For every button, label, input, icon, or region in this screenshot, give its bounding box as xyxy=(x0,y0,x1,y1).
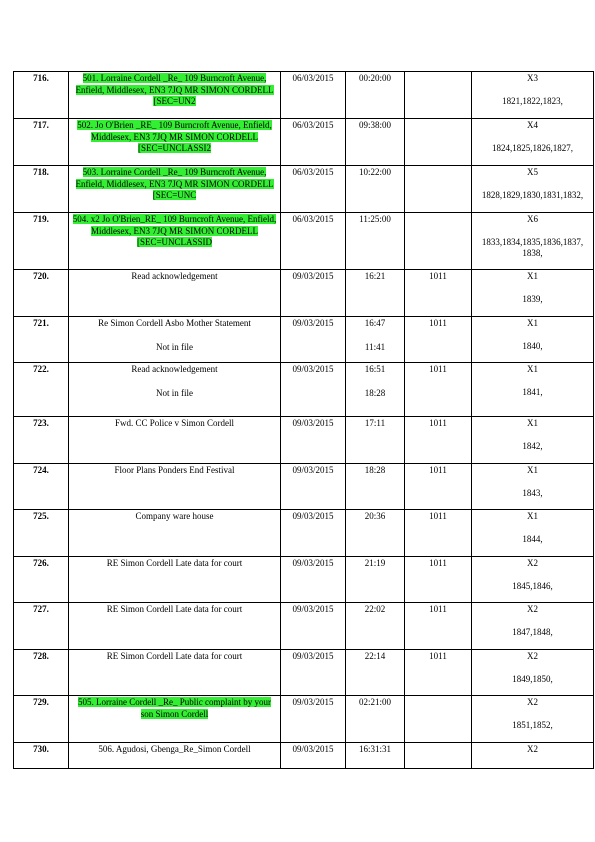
reference-count: X3 xyxy=(527,73,538,83)
date-cell xyxy=(281,603,346,650)
reference-list: 1851,1852, xyxy=(512,719,553,730)
table-row xyxy=(14,603,594,650)
description-text: RE Simon Cordell Late data for court xyxy=(106,604,243,614)
table-row xyxy=(14,557,594,603)
reference-count: X2 xyxy=(527,651,538,661)
reference-cell xyxy=(472,166,594,213)
reference-count: X6 xyxy=(527,214,538,224)
description-cell xyxy=(69,72,281,119)
description-cell xyxy=(69,557,281,603)
date-cell xyxy=(281,270,346,317)
description-text: Read acknowledgement xyxy=(131,271,218,281)
time-text: 20:36 xyxy=(364,511,386,521)
reference-count: X1 xyxy=(527,465,538,475)
code-cell xyxy=(405,510,472,557)
reference-cell xyxy=(472,743,594,769)
row-number: 719. xyxy=(33,214,49,224)
row-number: 721. xyxy=(33,318,49,328)
table-row xyxy=(14,743,594,769)
code-text: 1011 xyxy=(429,558,447,568)
time-cell xyxy=(346,743,405,769)
table-row xyxy=(14,650,594,696)
description-text: Floor Plans Ponders End Festival xyxy=(114,465,235,475)
code-cell xyxy=(405,464,472,510)
time-cell xyxy=(346,650,405,696)
reference-count: X1 xyxy=(527,418,538,428)
row-number: 720. xyxy=(33,271,49,281)
description-note: Not in file xyxy=(156,387,193,398)
table-body xyxy=(14,72,594,769)
code-cell xyxy=(405,213,472,270)
description-text: 501. Lorraine Cordell _Re_ 109 Burncroft Avenue, Enfield, Middlesex, EN3 7JQ MR SIMON CORDELL [SEC=UN2 xyxy=(75,73,274,106)
date-cell xyxy=(281,650,346,696)
reference-list: 1842, xyxy=(522,440,543,451)
code-text: 1011 xyxy=(429,364,447,374)
time-cell xyxy=(346,557,405,603)
time-text: 00:20:00 xyxy=(358,73,391,83)
reference-cell xyxy=(472,417,594,464)
row-number-cell xyxy=(14,317,69,363)
row-number: 728. xyxy=(33,651,49,661)
reference-cell xyxy=(472,213,594,270)
row-number-cell xyxy=(14,603,69,650)
time-cell xyxy=(346,213,405,270)
table-row xyxy=(14,696,594,743)
description-cell xyxy=(69,119,281,166)
description-cell xyxy=(69,270,281,317)
code-cell xyxy=(405,650,472,696)
code-text: 1011 xyxy=(429,271,447,281)
time-cell xyxy=(346,464,405,510)
row-number: 722. xyxy=(33,364,49,374)
table-row xyxy=(14,72,594,119)
time-secondary: 18:28 xyxy=(364,387,386,398)
row-number: 716. xyxy=(33,73,49,83)
time-cell xyxy=(346,166,405,213)
time-cell xyxy=(346,270,405,317)
reference-count: X1 xyxy=(527,511,538,521)
code-cell xyxy=(405,696,472,743)
code-cell xyxy=(405,317,472,363)
date-text: 09/03/2015 xyxy=(292,651,334,661)
reference-list: 1828,1829,1830,1831,1832, xyxy=(481,189,584,200)
time-cell xyxy=(346,510,405,557)
date-cell xyxy=(281,557,346,603)
time-text: 11:25:00 xyxy=(359,214,391,224)
time-cell xyxy=(346,317,405,363)
table-row xyxy=(14,119,594,166)
description-text: 503. Lorraine Cordell _Re_ 109 Burncroft Avenue, Enfield, Middlesex, EN3 7JQ MR SIMON CORDELL [SEC=UNC xyxy=(75,167,274,200)
row-number: 724. xyxy=(33,465,49,475)
code-cell xyxy=(405,417,472,464)
date-text: 09/03/2015 xyxy=(292,271,334,281)
time-cell xyxy=(346,119,405,166)
code-text: 1011 xyxy=(429,604,447,614)
date-cell xyxy=(281,72,346,119)
code-text: 1011 xyxy=(429,465,447,475)
reference-cell xyxy=(472,119,594,166)
reference-list: 1847,1848, xyxy=(512,626,553,637)
row-number-cell xyxy=(14,270,69,317)
table-row xyxy=(14,510,594,557)
table-row xyxy=(14,270,594,317)
reference-list: 1845,1846, xyxy=(512,580,553,591)
reference-list: 1840, xyxy=(522,340,543,351)
row-number-cell xyxy=(14,650,69,696)
description-cell xyxy=(69,464,281,510)
code-cell xyxy=(405,603,472,650)
description-cell xyxy=(69,363,281,417)
description-text: RE Simon Cordell Late data for court xyxy=(106,651,243,661)
description-note: Not in file xyxy=(156,341,193,352)
reference-cell xyxy=(472,603,594,650)
reference-cell xyxy=(472,510,594,557)
date-cell xyxy=(281,743,346,769)
reference-cell xyxy=(472,270,594,317)
reference-count: X1 xyxy=(527,271,538,281)
time-text: 16:31:31 xyxy=(358,744,391,754)
reference-list: 1821,1822,1823, xyxy=(502,95,563,106)
row-number-cell xyxy=(14,743,69,769)
date-text: 09/03/2015 xyxy=(292,744,334,754)
table-row xyxy=(14,417,594,464)
table-row xyxy=(14,317,594,363)
table-row xyxy=(14,213,594,270)
date-cell xyxy=(281,166,346,213)
description-cell xyxy=(69,213,281,270)
time-cell xyxy=(346,363,405,417)
description-text: 504. x2 Jo O'Brien_RE_ 109 Burncroft Avenue, Enfield, Middlesex, EN3 7JQ MR SIMON CORDELL [SEC=UNCLASSID xyxy=(72,214,277,247)
row-number-cell xyxy=(14,557,69,603)
time-text: 16:51 xyxy=(364,364,386,374)
date-cell xyxy=(281,417,346,464)
date-text: 09/03/2015 xyxy=(292,604,334,614)
code-text: 1011 xyxy=(429,651,447,661)
reference-count: X1 xyxy=(527,318,538,328)
reference-cell xyxy=(472,363,594,417)
reference-count: X5 xyxy=(527,167,538,177)
code-cell xyxy=(405,363,472,417)
code-cell xyxy=(405,119,472,166)
table-row xyxy=(14,363,594,417)
date-cell xyxy=(281,213,346,270)
reference-cell xyxy=(472,464,594,510)
time-text: 16:47 xyxy=(364,318,386,328)
row-number: 725. xyxy=(33,511,49,521)
reference-count: X2 xyxy=(527,744,538,754)
row-number: 723. xyxy=(33,418,49,428)
time-text: 22:14 xyxy=(364,651,386,661)
row-number-cell xyxy=(14,464,69,510)
reference-cell xyxy=(472,650,594,696)
row-number: 726. xyxy=(33,558,49,568)
time-cell xyxy=(346,696,405,743)
reference-list: 1843, xyxy=(522,487,543,498)
description-text: 505. Lorraine Cordell _Re_ Public complaint by your son Simon Cordell xyxy=(78,697,271,719)
reference-count: X2 xyxy=(527,604,538,614)
description-text: 506. Agudosi, Gbenga_Re_Simon Cordell xyxy=(98,744,251,754)
time-text: 09:38:00 xyxy=(358,120,391,130)
time-cell xyxy=(346,417,405,464)
row-number: 718. xyxy=(33,167,49,177)
date-text: 06/03/2015 xyxy=(292,214,334,224)
description-text: Re Simon Cordell Asbo Mother Statement xyxy=(98,318,251,328)
time-text: 16:21 xyxy=(364,271,386,281)
reference-count: X2 xyxy=(527,697,538,707)
description-cell xyxy=(69,603,281,650)
date-cell xyxy=(281,696,346,743)
time-text: 21:19 xyxy=(364,558,386,568)
row-number-cell xyxy=(14,363,69,417)
table-row xyxy=(14,166,594,213)
reference-count: X2 xyxy=(527,558,538,568)
time-text: 10:22:00 xyxy=(358,167,391,177)
row-number-cell xyxy=(14,119,69,166)
date-cell xyxy=(281,119,346,166)
code-text: 1011 xyxy=(429,318,447,328)
row-number-cell xyxy=(14,696,69,743)
row-number-cell xyxy=(14,166,69,213)
date-cell xyxy=(281,363,346,417)
time-text: 22:02 xyxy=(364,604,386,614)
date-text: 09/03/2015 xyxy=(292,697,334,707)
evidence-log-table xyxy=(13,71,594,769)
row-number-cell xyxy=(14,213,69,270)
time-text: 02:21:00 xyxy=(358,697,391,707)
date-text: 09/03/2015 xyxy=(292,465,334,475)
code-text: 1011 xyxy=(429,418,447,428)
description-text: 502. Jo O'Brien _RE_ 109 Burncroft Avenue, Enfield, Middlesex, EN3 7JQ MR SIMON CORDELL [SEC=UNCLASSI2 xyxy=(77,120,272,153)
reference-count: X1 xyxy=(527,364,538,374)
reference-list: 1824,1825,1826,1827, xyxy=(492,142,573,153)
description-cell xyxy=(69,317,281,363)
date-text: 06/03/2015 xyxy=(292,73,334,83)
description-cell xyxy=(69,696,281,743)
reference-cell xyxy=(472,317,594,363)
reference-list: 1849,1850, xyxy=(512,673,553,684)
code-cell xyxy=(405,166,472,213)
description-cell xyxy=(69,510,281,557)
date-text: 09/03/2015 xyxy=(292,418,334,428)
time-text: 18:28 xyxy=(364,465,386,475)
code-cell xyxy=(405,72,472,119)
row-number-cell xyxy=(14,72,69,119)
reference-list: 1841, xyxy=(522,386,543,397)
time-secondary: 11:41 xyxy=(364,341,386,352)
description-text: Fwd. CC Police v Simon Cordell xyxy=(114,418,234,428)
time-cell xyxy=(346,603,405,650)
row-number-cell xyxy=(14,510,69,557)
description-cell xyxy=(69,417,281,464)
time-text: 17:11 xyxy=(364,418,386,428)
code-cell xyxy=(405,743,472,769)
description-cell xyxy=(69,650,281,696)
date-cell xyxy=(281,317,346,363)
reference-list: 1833,1834,1835,1836,1837, 1838, xyxy=(481,236,584,258)
description-cell xyxy=(69,743,281,769)
description-text: Company ware house xyxy=(135,511,214,521)
date-cell xyxy=(281,510,346,557)
date-text: 09/03/2015 xyxy=(292,558,334,568)
reference-count: X4 xyxy=(527,120,538,130)
row-number: 717. xyxy=(33,120,49,130)
description-cell xyxy=(69,166,281,213)
date-text: 09/03/2015 xyxy=(292,318,334,328)
date-text: 06/03/2015 xyxy=(292,167,334,177)
date-text: 06/03/2015 xyxy=(292,120,334,130)
reference-cell xyxy=(472,72,594,119)
code-cell xyxy=(405,557,472,603)
date-text: 09/03/2015 xyxy=(292,364,334,374)
reference-list: 1839, xyxy=(522,293,543,304)
reference-cell xyxy=(472,696,594,743)
code-cell xyxy=(405,270,472,317)
row-number: 729. xyxy=(33,697,49,707)
code-text: 1011 xyxy=(429,511,447,521)
description-text: RE Simon Cordell Late data for court xyxy=(106,558,243,568)
reference-list: 1844, xyxy=(522,533,543,544)
time-cell xyxy=(346,72,405,119)
row-number: 730. xyxy=(33,744,49,754)
reference-cell xyxy=(472,557,594,603)
row-number-cell xyxy=(14,417,69,464)
row-number: 727. xyxy=(33,604,49,614)
description-text: Read acknowledgement xyxy=(131,364,218,374)
date-cell xyxy=(281,464,346,510)
table-row xyxy=(14,464,594,510)
date-text: 09/03/2015 xyxy=(292,511,334,521)
